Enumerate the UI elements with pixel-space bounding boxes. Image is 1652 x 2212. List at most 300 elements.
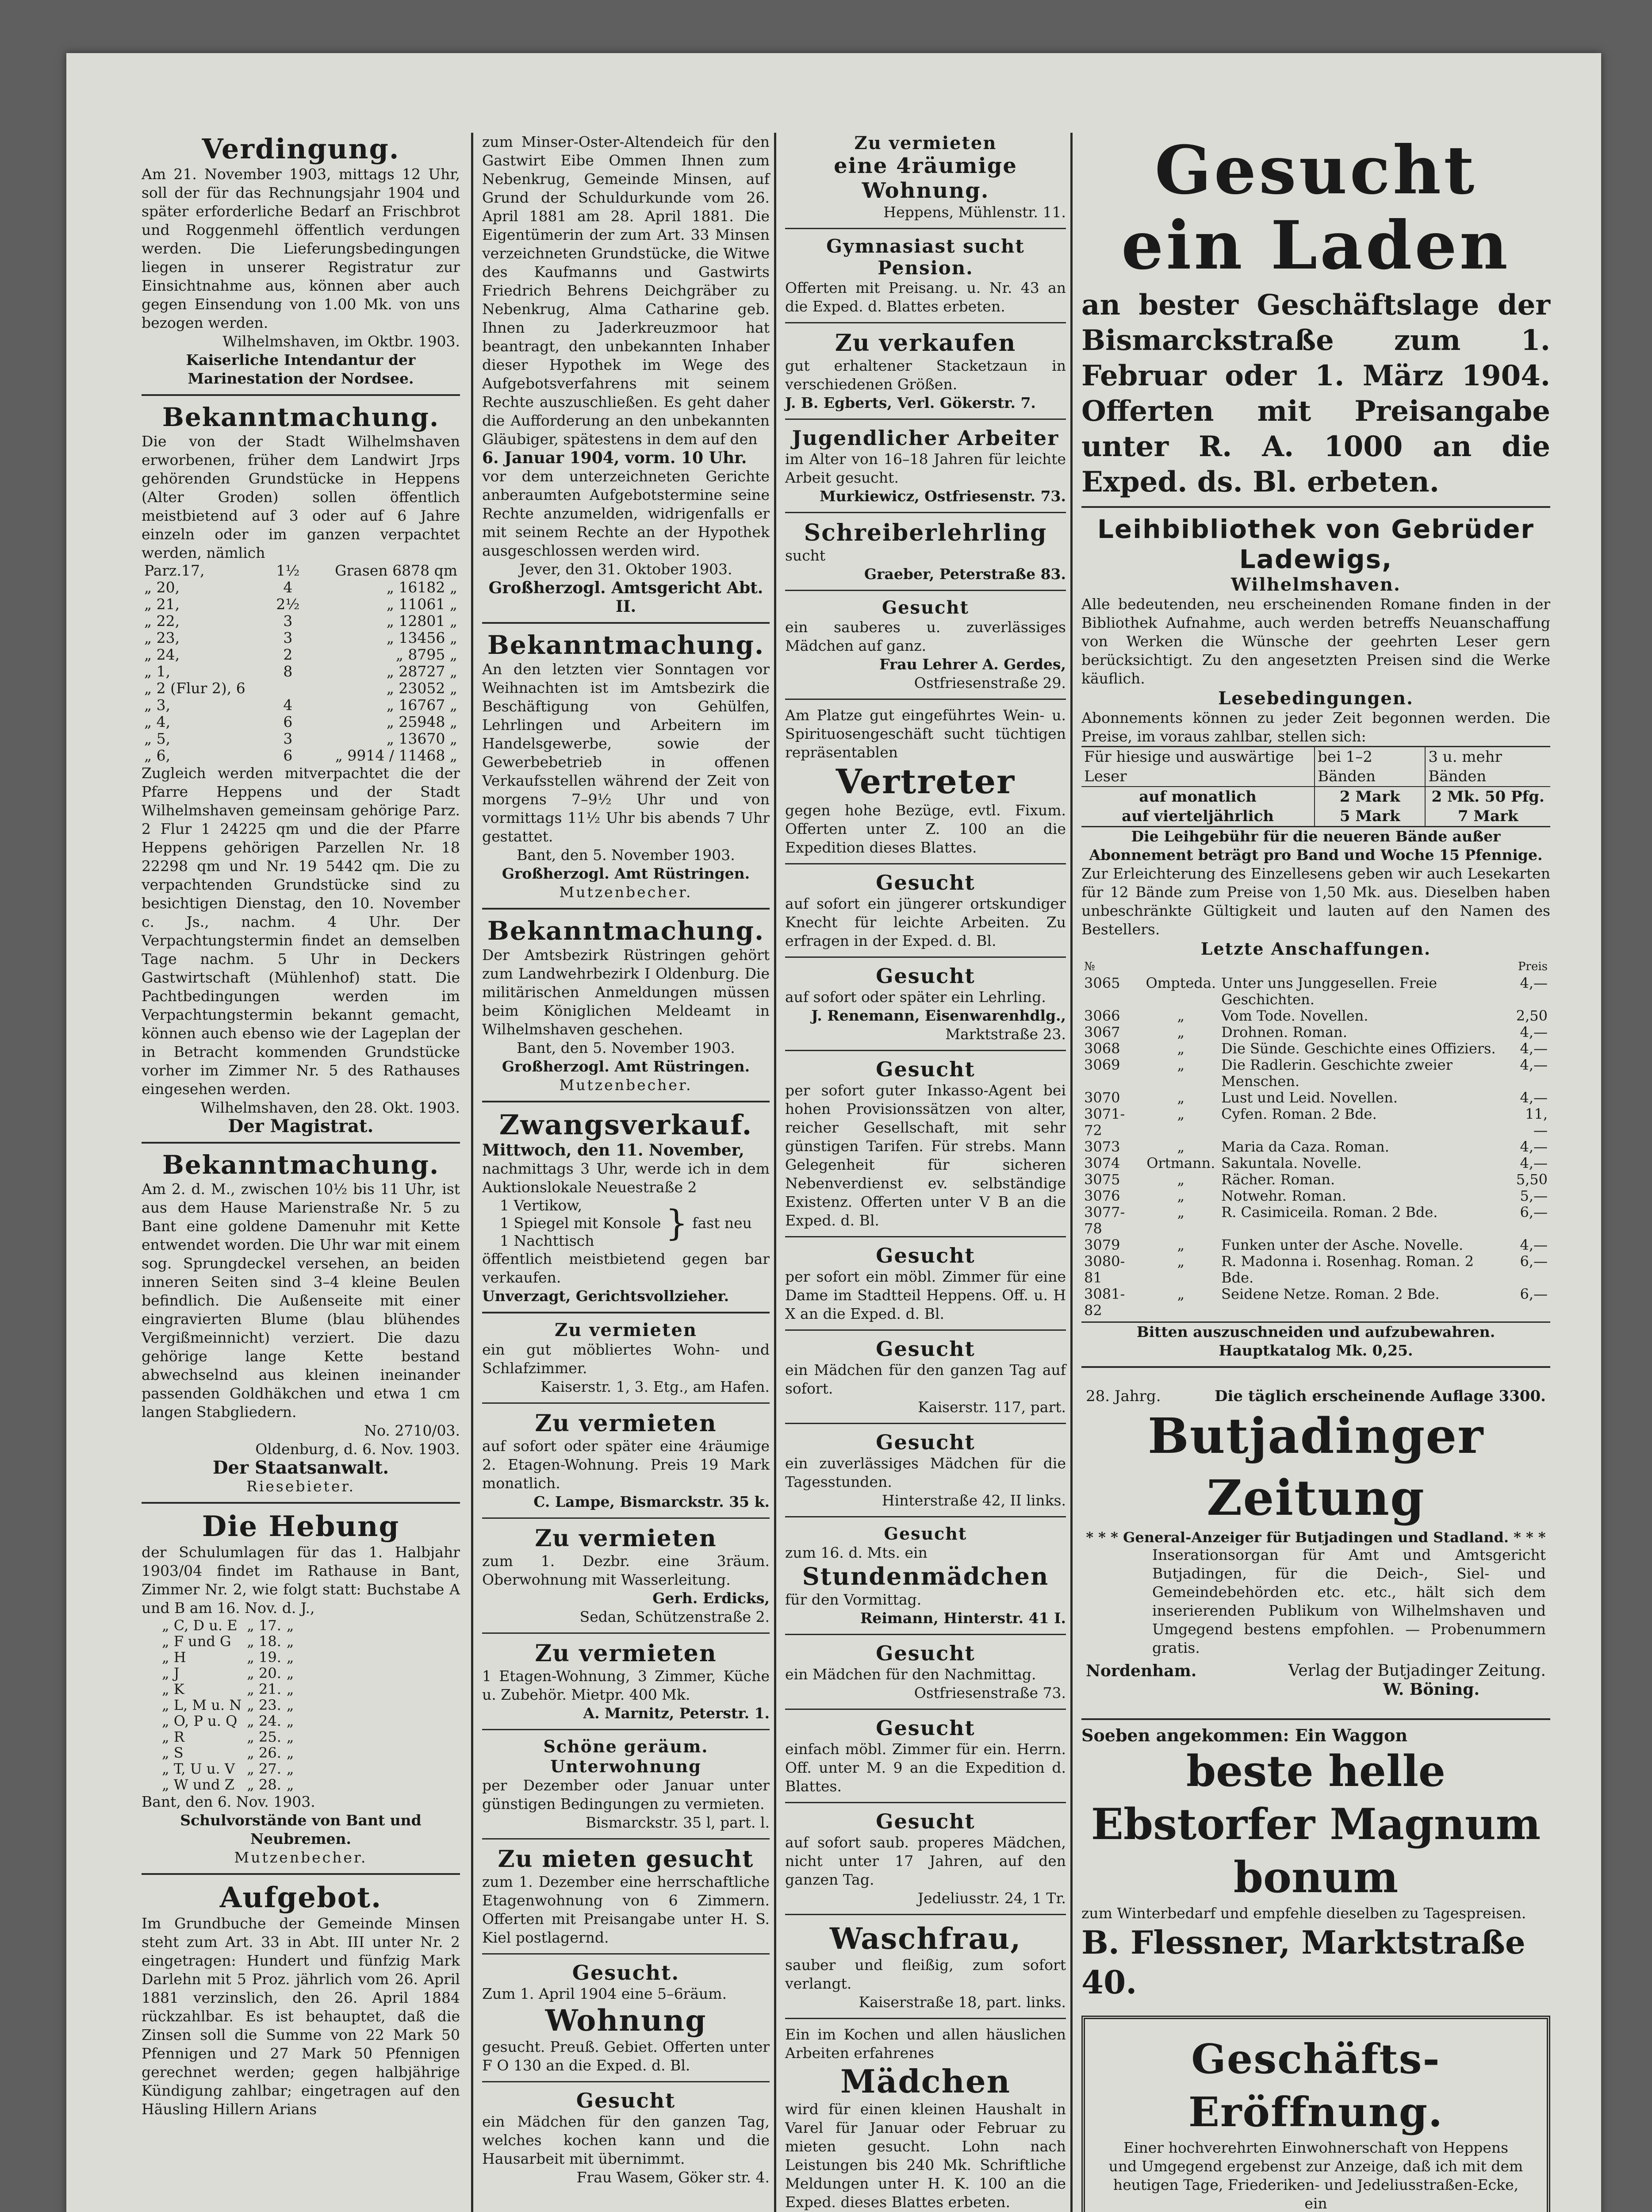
bek1-title: Bekanntmachung. <box>162 402 440 432</box>
book-cell: 5,50 <box>1516 1171 1548 1188</box>
c3-gym <box>785 235 1066 316</box>
c3-ges8-text2: für den Vormittag. <box>785 1591 922 1608</box>
c3-ges10-title: Gesucht <box>876 1716 975 1740</box>
aufgebot-place: Jever, den 31. Oktober 1903. <box>519 561 732 578</box>
c3-ges4 <box>785 1057 1066 1230</box>
c3-schr-text: sucht <box>785 547 826 564</box>
leih-row-value: 7 Mark <box>1457 807 1518 825</box>
bek3-date: Bant, den 5. November 1903. <box>517 846 735 864</box>
c3-vert-pre: Am Platze gut eingeführtes Wein- u. Spirituosengeschäft sucht tüchtigen repräsentablen <box>785 707 1066 761</box>
zmg-ad <box>482 1846 770 1947</box>
c3-ges11-text: auf sofort saub. properes Mädchen, nicht unter 17 Jahren, auf den ganzen Tag. <box>785 1834 1066 1888</box>
book-cell: 3073 <box>1084 1138 1120 1155</box>
butj-text: Inserationsorgan für Amt und Amtsgericht Butjadingen, für die Deich-, Siel- und Gemeindebehörden etc. etc., hält sich dem inserierenden Publikum von Wilhelmshaven und Umgegend bestens empfohlen. — Probenummern gratis. <box>1152 1546 1546 1656</box>
zwang-items <box>500 1197 661 1250</box>
c3-ges8-sign: Reimann, Hinterstr. 41 I. <box>860 1609 1066 1627</box>
zv3-ad <box>482 1525 770 1626</box>
book-row <box>1081 1188 1550 1204</box>
c3-mad-pre: Ein im Kochen und allen häuslichen Arbeiten erfahrenes <box>785 2026 1066 2062</box>
bek3-sign: Großherzogl. Amt Rüstringen. <box>502 865 750 882</box>
verdingung-title: Verdingung. <box>202 133 400 165</box>
zv3-sign: Gerh. Erdicks, <box>652 1590 770 1607</box>
book-cell: „ <box>1177 1106 1185 1122</box>
zv2-ad <box>482 1410 770 1511</box>
c3-jug-title: Jugendlicher Arbeiter <box>792 426 1059 450</box>
books-header <box>1081 959 1550 975</box>
book-row <box>1081 1008 1550 1024</box>
parcel-cell: Grasen 6878 qm <box>335 562 457 579</box>
bekanntmachung-2 <box>142 1150 460 1496</box>
parcel-cell: 6 <box>283 747 293 764</box>
butj-title: Butjadinger Zeitung <box>1147 1407 1484 1526</box>
ges-wohnung-title: Gesucht. <box>572 1961 680 1985</box>
parcel-cell: 2½ <box>276 595 300 613</box>
eroff-text: Einer hochverehrten Einwohnerschaft von Heppens und Umgegend ergebenst zur Anzeige, daß ich mit dem heutigen Tage, Friederiken- und Jedeliusstraßen-Ecke, ein <box>1108 2139 1523 2212</box>
hebung-row <box>159 1633 296 1649</box>
newspaper-page <box>66 53 1601 2212</box>
book-cell: 4,— <box>1520 1138 1548 1155</box>
books-header-cell: № <box>1084 960 1095 973</box>
book-cell: „ <box>1177 1187 1185 1204</box>
hebung-cell: „ <box>286 1728 294 1745</box>
book-row <box>1081 1090 1550 1106</box>
book-cell: Ompteda. <box>1146 975 1216 991</box>
c3-vert <box>785 706 1066 857</box>
book-cell: Vom Tode. Novellen. <box>1221 1007 1368 1024</box>
book-row <box>1081 1155 1550 1171</box>
zv4-text: 1 Etagen-Wohnung, 3 Zimmer, Küche u. Zubehör. Mietpr. 400 Mk. <box>482 1667 770 1703</box>
c3-ges5-text: per sofort ein möbl. Zimmer für eine Dame im Stadtteil Heppens. Off. u. H X an die Exped. d. Bl. <box>785 1268 1066 1322</box>
schoene-text: per Dezember oder Januar unter günstigen Bedingungen zu vermieten. <box>482 1777 770 1813</box>
column-1 <box>142 133 460 2119</box>
book-cell: „ <box>1177 1007 1185 1024</box>
hebung-cell: „ <box>286 1617 294 1634</box>
schoene-addr: Bismarckstr. 35 l, part. l. <box>585 1814 770 1831</box>
leihbibliothek <box>1081 514 1550 1360</box>
bek3-sign2: Mutzenbecher. <box>559 883 693 901</box>
parcel-cell: „ 21, <box>144 595 180 613</box>
zmg-title: Zu mieten gesucht <box>498 1846 754 1873</box>
book-cell: 3071-72 <box>1084 1106 1125 1139</box>
book-cell: 3066 <box>1084 1007 1120 1024</box>
magnum-big: beste helle Ebstorfer Magnum bonum <box>1091 1746 1541 1902</box>
zwang-date: Mittwoch, den 11. November, <box>482 1141 744 1160</box>
c3-ges6-text: ein Mädchen für den ganzen Tag auf sofort. <box>785 1361 1066 1397</box>
c3-ges9-text: ein Mädchen für den Nachmittag. <box>785 1666 1036 1683</box>
hebung-row <box>159 1649 296 1665</box>
verdingung-notice <box>142 133 460 388</box>
leih-note: Bitten auszuschneiden und aufzubewahren. <box>1081 1321 1550 1341</box>
parcel-cell: 3 <box>283 629 293 646</box>
hebung-sign2: Mutzenbecher. <box>234 1849 368 1866</box>
c3-wasch-addr: Kaiserstraße 18, part. links. <box>859 1993 1066 2011</box>
hebung-date: Bant, den 6. Nov. 1903. <box>142 1793 315 1810</box>
parcel-cell: „ 28727 „ <box>386 663 457 680</box>
leih-place: Wilhelmshaven. <box>1231 574 1401 595</box>
hebung-cell: „ 24. <box>247 1713 281 1729</box>
verdingung-date: Wilhelmshaven, im Oktbr. 1903. <box>222 333 460 350</box>
ges-maedchen-sign: Frau Wasem, Göker str. 4. <box>576 2169 770 2186</box>
bek4-title: Bekanntmachung. <box>487 916 765 946</box>
c3-ges9-title: Gesucht <box>876 1641 975 1665</box>
magnum-ad <box>1081 1726 1550 2002</box>
bekanntmachung-4 <box>482 916 770 1094</box>
leih-row-value: 2 Mk. 50 Pfg. <box>1431 788 1545 806</box>
butjadinger-ad <box>1081 1374 1550 1712</box>
c3-ges9-addr: Ostfriesenstraße 73. <box>914 1684 1066 1701</box>
parcel-cell: 3 <box>283 730 293 747</box>
parcel-cell: „ 13456 „ <box>386 629 457 646</box>
leih-fee: Die Leihgebühr für die neueren Bände außer Abonnement beträgt pro Band und Woche 15 Pfennige. <box>1089 828 1543 864</box>
hebung-cell: „ <box>286 1744 294 1761</box>
hebung-row <box>159 1761 296 1777</box>
book-cell: 3075 <box>1084 1171 1120 1188</box>
column-3 <box>785 133 1066 2212</box>
book-cell: „ <box>1177 1253 1185 1270</box>
parcel-cell: „ 16182 „ <box>386 579 457 596</box>
zwang-title: Zwangsverkauf. <box>499 1109 753 1141</box>
book-cell: Seidene Netze. Roman. 2 Bde. <box>1221 1286 1440 1302</box>
c3-ges1-text: ein sauberes u. zuverlässiges Mädchen auf ganz. <box>785 618 1066 654</box>
c3-ges5-title: Gesucht <box>876 1244 975 1267</box>
parcel-cell: „ 23052 „ <box>386 680 457 697</box>
c3-ges3-title: Gesucht <box>876 964 975 988</box>
c3-verk-sign: J. B. Egberts, Verl. Gökerstr. 7. <box>785 394 1036 411</box>
book-cell: 3081-82 <box>1084 1286 1125 1319</box>
c3-zv-title: Zu vermieten <box>854 133 997 154</box>
c3-mad <box>785 2025 1066 2212</box>
zwang-text2: öffentlich meistbietend gegen bar verkaufen. <box>482 1250 770 1286</box>
c3-ges3-text: auf sofort oder später ein Lehrling. <box>785 988 1046 1006</box>
bek1-sign: Der Magistrat. <box>228 1116 374 1137</box>
c3-ges1-sign: Frau Lehrer A. Gerdes, <box>879 656 1066 673</box>
book-cell: Die Sünde. Geschichte eines Offiziers. <box>1221 1040 1496 1057</box>
book-cell: Rächer. Roman. <box>1221 1171 1335 1188</box>
books-header-cell <box>1219 959 1509 975</box>
laden-text: an bester Geschäftslage der Bismarckstraße zum 1. Februar oder 1. März 1904. Offerten mit Preisangabe unter R. A. 1000 an die Exped. ds. Bl. erbeten. <box>1081 288 1550 499</box>
c3-ges7-title: Gesucht <box>876 1430 975 1454</box>
parcel-cell: „ 16767 „ <box>386 696 457 714</box>
zv4-sign: A. Marnitz, Peterstr. 1. <box>583 1705 770 1722</box>
book-row <box>1081 1041 1550 1057</box>
parcel-cell: Parz.17, <box>144 562 205 579</box>
magnum-pre: Soeben angekommen: Ein Waggon <box>1081 1725 1408 1745</box>
hebung-cell: „ J <box>162 1665 180 1682</box>
book-cell: Unter uns Junggesellen. Freie Geschichten. <box>1221 975 1437 1008</box>
zv1-title: Zu vermieten <box>555 1320 697 1340</box>
books-table <box>1081 959 1550 1319</box>
c3-mad-text: wird für einen kleinen Haushalt in Varel für Januar oder Februar zu mieten gesucht. Lohn nach Leistungen bis 240 Mk. Schriftliche Meldungen unter H. K. 100 an die Exped. dieses Blattes erbeten. <box>785 2101 1066 2211</box>
c3-ges11-title: Gesucht <box>876 1809 975 1833</box>
c3-verk-title: Zu verkaufen <box>835 330 1016 357</box>
leih-row-value: 2 Mark <box>1315 787 1425 806</box>
bek2-sign2: Riesebieter. <box>246 1478 356 1495</box>
butj-verlag: Verlag der Butjadinger Zeitung. <box>1288 1662 1546 1680</box>
laden-title: Gesucht ein Laden <box>1121 131 1510 284</box>
hebung-cell: „ <box>286 1697 294 1713</box>
c3-vert-big: Vertreter <box>836 762 1016 801</box>
hebung-cell: „ 25. <box>247 1728 281 1745</box>
verdingung-sign: Kaiserliche Intendantur der Marinestation der Nordsee. <box>186 351 416 387</box>
parcel-cell: 3 <box>283 612 293 630</box>
book-cell: 3077-78 <box>1084 1204 1125 1237</box>
aufgebot-title: Aufgebot. <box>219 1881 382 1914</box>
aufgebot-notice <box>142 1881 460 2119</box>
hebung-cell: „ <box>286 1681 294 1697</box>
parcel-row <box>142 562 460 579</box>
book-cell: 3068 <box>1084 1040 1120 1057</box>
hebung-row <box>159 1777 296 1793</box>
c3-ges6-addr: Kaiserstr. 117, part. <box>918 1398 1066 1416</box>
parcel-cell: „ 25948 „ <box>386 713 457 730</box>
hebung-cell: „ C, D u. E <box>162 1617 238 1634</box>
book-cell: Ortmann. <box>1146 1155 1215 1171</box>
parcel-row <box>142 613 460 630</box>
book-cell: 4,— <box>1520 975 1548 991</box>
c3-schr-sign: Graeber, Peterstraße 83. <box>864 565 1066 583</box>
parcel-cell: „ 2 (Flur 2), 6 <box>144 680 245 697</box>
column-4 <box>1081 133 1550 2212</box>
c3-ges7-addr: Hinterstraße 42, II links. <box>882 1492 1066 1509</box>
book-cell: „ <box>1177 1024 1185 1041</box>
bek2-sign: Der Staatsanwalt. <box>212 1457 389 1478</box>
hebung-text: der Schulumlagen für das 1. Halbjahr 1903/04 findet im Rathause in Bant, Zimmer Nr. 2, wie folgt statt: Buchstabe A und B am 16. Nov. d. J., <box>142 1544 460 1617</box>
ges-wohnung-text2: gesucht. Preuß. Gebiet. Offerten unter F O 130 an die Exped. d. Bl. <box>482 2038 770 2074</box>
hebung-cell: „ R <box>162 1728 184 1745</box>
leih-price-table <box>1081 746 1550 827</box>
c3-gym-text: Offerten mit Preisang. u. Nr. 43 an die Exped. d. Blattes erbeten. <box>785 279 1066 315</box>
c3-ges9 <box>785 1641 1066 1702</box>
c3-schr <box>785 519 1066 584</box>
leih-cond: Abonnements können zu jeder Zeit begonnen werden. Die Preise, im voraus zahlbar, stellen sich: <box>1081 709 1550 745</box>
bek4-sign2: Mutzenbecher. <box>559 1076 693 1094</box>
book-cell: 2,50 <box>1516 1007 1548 1024</box>
zv2-sign: C. Lampe, Bismarckstr. 35 k. <box>533 1493 770 1510</box>
ges-maedchen-ad <box>482 2089 770 2187</box>
hebung-cell: „ <box>286 1633 294 1650</box>
zwang-sign: Unverzagt, Gerichtsvollzieher. <box>482 1287 729 1305</box>
parcel-cell: „ 5, <box>144 730 171 747</box>
parcel-cell: „ 23, <box>144 629 180 646</box>
butj-aufl: Die täglich erscheinende Auflage 3300. <box>1215 1387 1546 1405</box>
parcel-row <box>142 596 460 613</box>
book-cell: „ <box>1177 1237 1185 1253</box>
parcel-cell: „ 12801 „ <box>386 612 457 630</box>
ges-maedchen-title: Gesucht <box>576 2089 676 2112</box>
parcel-cell: „ 4, <box>144 713 171 730</box>
c3-jug-text: im Alter von 16–18 Jahren für leichte Arbeit gesucht. <box>785 450 1066 486</box>
magnum-sign: B. Flessner, Marktstraße 40. <box>1081 1924 1526 2001</box>
eroeffnung-ad <box>1081 2016 1550 2212</box>
parcel-cell: „ 9914 / 11468 „ <box>335 747 457 764</box>
bek1-date: Wilhelmshaven, den 28. Okt. 1903. <box>200 1099 460 1116</box>
hebung-cell: „ L, M u. N <box>162 1697 242 1713</box>
hebung-cell: „ <box>286 1649 294 1666</box>
c3-vert-text: gegen hohe Bezüge, evtl. Fixum. Offerten unter Z. 100 an die Expedition dieses Blattes. <box>785 802 1066 856</box>
book-cell: „ <box>1177 1204 1185 1221</box>
hebung-notice <box>142 1510 460 1867</box>
c3-ges1-title: Gesucht <box>882 597 970 618</box>
hebung-cell: „ 28. <box>247 1776 281 1793</box>
parcel-cell: „ 22, <box>144 612 180 630</box>
book-cell: R. Madonna i. Rosenhag. Roman. 2 Bde. <box>1221 1253 1474 1286</box>
c3-ges2-text: auf sofort ein jüngerer ortskundiger Knecht für leichte Arbeiten. Zu erfragen in der Exped. d. Bl. <box>785 895 1066 949</box>
book-cell: Cyfen. Roman. 2 Bde. <box>1221 1106 1377 1122</box>
leih-hdr-cell: Für hiesige und auswärtige Leser <box>1081 747 1315 787</box>
zv3-addr: Sedan, Schützenstraße 2. <box>579 1608 770 1625</box>
book-cell: 3067 <box>1084 1024 1120 1041</box>
leih-row-value: 5 Mark <box>1315 806 1425 827</box>
c3-jug-sign: Murkiewicz, Ostfriesenstr. 73. <box>820 488 1066 505</box>
magnum-text: zum Winterbedarf und empfehle dieselben zu Tagespreisen. <box>1081 1905 1526 1922</box>
parcel-cell: 4 <box>283 579 293 596</box>
bek4-sign: Großherzogl. Amt Rüstringen. <box>502 1058 750 1075</box>
parcel-cell: 6 <box>283 713 293 730</box>
c3-wasch-big: Waschfrau, <box>829 1921 1022 1956</box>
zwang-note: fast neu <box>692 1214 752 1232</box>
aufgebot-term-date: 6. Januar 1904, vorm. 10 Uhr. <box>482 449 747 467</box>
c3-schr-title: Schreiberlehrling <box>804 519 1047 546</box>
book-row <box>1081 1171 1550 1188</box>
c3-ges7-text: ein zuverlässiges Mädchen für die Tagesstunden. <box>785 1455 1066 1490</box>
zwang-item: 1 Vertikow, <box>500 1197 583 1214</box>
laden-ad <box>1081 133 1550 500</box>
aufgebot-continued-2: vor dem unterzeichneten Gerichte anberaumten Aufgebotstermine seine Rechte anzumelden, widrigenfalls er mit seinem Rechte an der Hypothek ausgeschlossen werden wird. <box>482 468 770 559</box>
book-cell: 6,— <box>1520 1286 1548 1302</box>
c3-ges10-text: einfach möbl. Zimmer für ein. Herrn. Off. unter M. 9 an die Expedition d. Blattes. <box>785 1740 1066 1795</box>
book-cell: 4,— <box>1520 1237 1548 1253</box>
hebung-cell: „ 19. <box>247 1649 281 1666</box>
zwang-text1: nachmittags 3 Uhr, werde ich in dem Auktionslokale Neuestraße 2 <box>482 1160 770 1196</box>
leih-hdr-cell: bei 1–2 Bänden <box>1315 747 1425 787</box>
bek3-title: Bekanntmachung. <box>487 630 765 660</box>
parcel-row <box>142 747 460 764</box>
leih-row-label: auf vierteljährlich <box>1081 806 1315 827</box>
hebung-cell: „ F und G <box>162 1633 231 1650</box>
zwangsverkauf <box>482 1109 770 1306</box>
book-cell: 3065 <box>1084 975 1120 991</box>
butj-place: Nordenham. <box>1086 1662 1197 1680</box>
book-cell: Maria da Caza. Roman. <box>1221 1138 1389 1155</box>
c3-zv-addr: Heppens, Mühlenstr. 11. <box>883 204 1066 221</box>
parcel-cell: „ 11061 „ <box>386 595 457 613</box>
book-cell: 3080-81 <box>1084 1253 1125 1286</box>
hebung-cell: „ K <box>162 1681 184 1697</box>
book-cell: „ <box>1177 1040 1185 1057</box>
schoene-ad <box>482 1736 770 1832</box>
leih-row-label: auf monatlich <box>1081 787 1315 806</box>
parcel-table <box>142 562 460 764</box>
hebung-table <box>159 1617 296 1793</box>
book-cell: 3070 <box>1084 1089 1120 1106</box>
hebung-row <box>159 1713 296 1729</box>
brace: } <box>665 1202 688 1244</box>
book-cell: „ <box>1177 1286 1185 1302</box>
zv2-title: Zu vermieten <box>535 1410 717 1437</box>
parcel-row <box>142 646 460 663</box>
parcel-row <box>142 663 460 680</box>
ges-maedchen-text: ein Mädchen für den ganzen Tag, welches kochen kann und die Hausarbeit mit übernimmt. <box>482 2113 770 2167</box>
c3-wasch <box>785 1921 1066 2012</box>
bek1-text: Die von der Stadt Wilhelmshaven erworbenen, früher dem Landwirt Jrps gehörenden Grundstücke in Heppens (Alter Groden) sollen öffentlich meistbietend auf 3 oder auf 6 Jahre einzeln oder im ganzen verpachtet werden, nämlich <box>142 433 460 561</box>
c3-ges3 <box>785 964 1066 1044</box>
bek4-text: Der Amtsbezirk Rüstringen gehört zum Landwehrbezirk I Oldenburg. Die militärischen Anmeldungen müssen beim Königlichen Meldeamt in Wilhelmshaven geschehen. <box>482 946 770 1038</box>
parcel-row <box>142 579 460 596</box>
c3-zv-big: eine 4räumige Wohnung. <box>834 154 1017 203</box>
book-cell: 4,— <box>1520 1056 1548 1073</box>
c3-ges6-title: Gesucht <box>876 1337 975 1361</box>
hebung-cell: „ T, U u. V <box>162 1760 235 1777</box>
hebung-row <box>159 1665 296 1681</box>
bekanntmachung-1 <box>142 402 460 1136</box>
c3-zv <box>785 133 1066 222</box>
leih-text: Alle bedeutenden, neu erscheinenden Romane finden in der Bibliothek Aufnahme, auch werden betreffs Neuanschaffung von Werken die Wünsche der geehrten Leser gern berücksichtigt. Zu den angesetzten Preisen sind die Werke käuflich. <box>1081 595 1550 687</box>
leih-cat: Hauptkatalog Mk. 0,25. <box>1219 1342 1413 1359</box>
book-row <box>1081 1286 1550 1319</box>
c3-mad-big: Mädchen <box>840 2062 1011 2100</box>
c3-ges4-text: per sofort guter Inkasso-Agent bei hohen Provisionssätzen von alter, reicher Gesellschaft, mit sehr günstigen Tarifen. Für strebs. Mann Gelegenheit für sicheren Nebenverdienst ev. selbständige Existenz. Offerten unter V B an die Exped. d. Bl. <box>785 1082 1066 1229</box>
c3-ges10 <box>785 1716 1066 1796</box>
book-row <box>1081 975 1550 1008</box>
book-cell: „ <box>1177 1089 1185 1106</box>
hebung-sign: Schulvorstände von Bant und Neubremen. <box>180 1812 422 1847</box>
zwang-item: 1 Spiegel mit Konsole <box>500 1214 661 1232</box>
book-cell: „ <box>1177 1171 1185 1188</box>
c3-ges8-title: Gesucht <box>884 1524 967 1544</box>
eroff-title: Geschäfts-Eröffnung. <box>1188 2035 1444 2136</box>
c3-ges8 <box>785 1524 1066 1628</box>
c3-ges8-text: zum 16. d. Mts. ein <box>785 1544 928 1561</box>
hebung-cell: „ W und Z <box>162 1776 234 1793</box>
parcel-cell: „ 20, <box>144 579 180 596</box>
butj-sub: * * * General-Anzeiger für Butjadingen und Stadland. * * * <box>1086 1529 1546 1546</box>
book-cell: Notwehr. Roman. <box>1221 1187 1346 1204</box>
hebung-title: Die Hebung <box>202 1510 400 1543</box>
parcel-row <box>142 714 460 730</box>
c3-ges6 <box>785 1337 1066 1417</box>
book-cell: 4,— <box>1520 1024 1548 1041</box>
parcel-cell: „ 8795 „ <box>395 646 457 663</box>
zwang-item: 1 Nachttisch <box>500 1232 594 1249</box>
verdingung-text: Am 21. November 1903, mittags 12 Uhr, soll der für das Rechnungsjahr 1904 und später erforderliche Bedarf an Frischbrot und Roggenmehl öffentlich verdungen werden. Die Lieferungsbedingungen liegen in unserer Registratur zur Einsichtnahme aus, können aber auch gegen Einsendung von 1.00 Mk. von uns bezogen werden. <box>142 165 460 331</box>
book-cell: Die Radlerin. Geschichte zweier Menschen. <box>1221 1056 1453 1090</box>
books-header-cell: Preis <box>1518 960 1548 973</box>
book-cell: Lust und Leid. Novellen. <box>1221 1089 1398 1106</box>
hebung-row <box>159 1697 296 1713</box>
c3-ges7 <box>785 1430 1066 1510</box>
c3-ges11 <box>785 1809 1066 1908</box>
bek1-text2: Zugleich werden mitverpachtet die der Pfarre Heppens und der Stadt Wilhelmshaven gemeinsam gehörige Parz. 2 Flur 1 24225 qm und die der Pfarre Heppens gehörigen Parzellen Nr. 18 22298 qm und Nr. 19 5442 qm. Die zu verpachtenden Grundstücke sind zu besichtigen Dienstag, den 10. November c. Js., nachm. 4 Uhr. Der Verpachtungstermin findet an demselben Tage nachm. 5 Uhr in Deckers Gastwirtschaft (Mühlenhof) statt. Die Pachtbedingungen werden im Verpachtungstermin bekannt gemacht, können auch ebenso wie der Lageplan der in Betracht kommenden Grundstücke vorher im Zimmer Nr. 5 des Rathauses eingesehen werden. <box>142 764 460 1098</box>
parcel-cell <box>271 680 306 697</box>
hebung-row <box>159 1745 296 1761</box>
book-cell: 4,— <box>1520 1155 1548 1171</box>
hebung-cell: „ 20. <box>247 1665 281 1682</box>
bek2-nr: No. 2710/03. <box>364 1422 460 1439</box>
parcel-row <box>142 630 460 646</box>
parcel-cell: „ 6, <box>144 747 171 764</box>
hebung-cell: „ 23. <box>247 1697 281 1713</box>
hebung-cell: „ 21. <box>247 1681 281 1697</box>
book-cell: 5,— <box>1520 1187 1548 1204</box>
parcel-cell: 8 <box>283 663 293 680</box>
c3-ges8-big: Stundenmädchen <box>802 1562 1049 1590</box>
hebung-cell: „ <box>286 1776 294 1793</box>
book-cell: R. Casimiceila. Roman. 2 Bde. <box>1221 1204 1438 1221</box>
book-cell: Funken unter der Asche. Novelle. <box>1221 1237 1464 1253</box>
book-cell: 3079 <box>1084 1237 1120 1253</box>
hebung-cell: „ 27. <box>247 1760 281 1777</box>
c3-verk-text: gut erhaltener Stacketzaun in verschiedenen Größen. <box>785 357 1066 393</box>
